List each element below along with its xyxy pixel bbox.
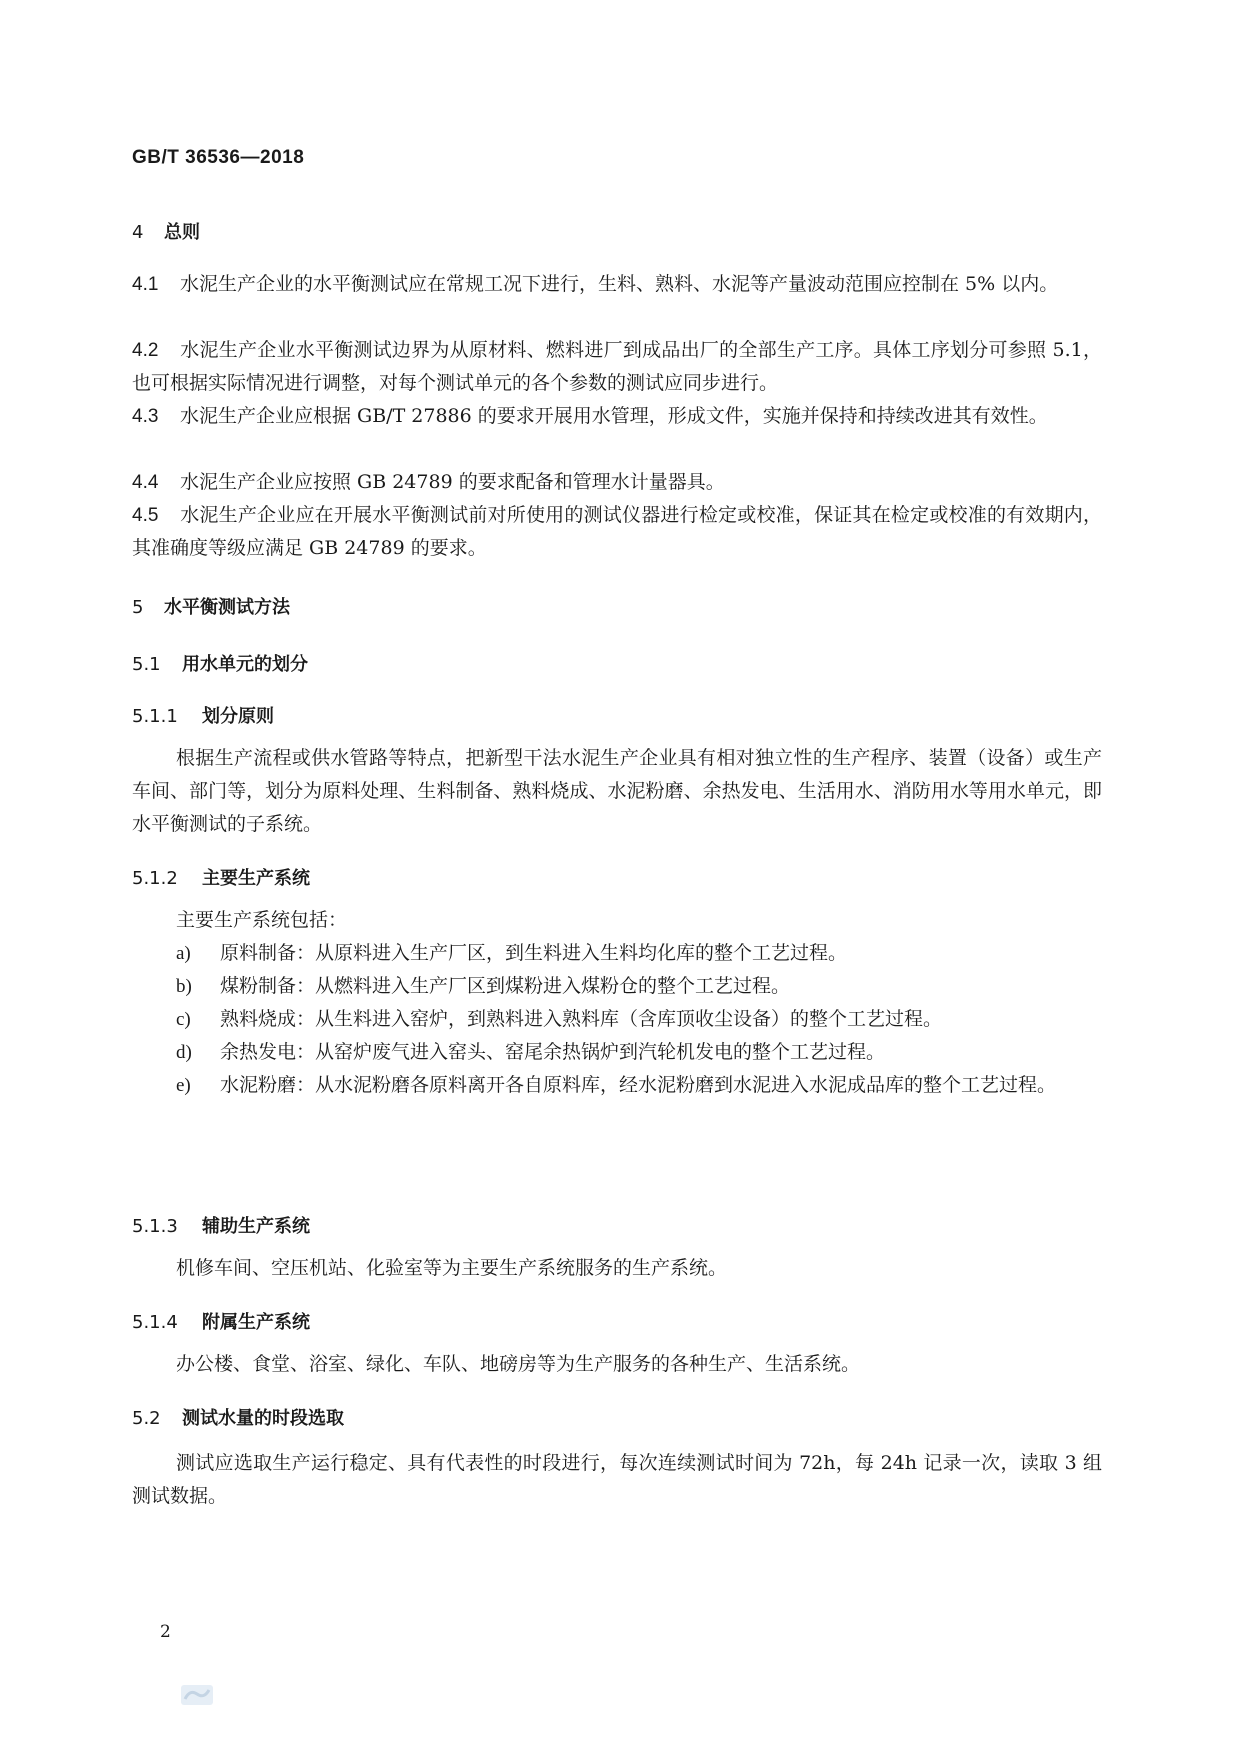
section-title: 主要生产系统 [202, 868, 310, 889]
section-5-2-body: 测试应选取生产运行稳定、具有代表性的时段进行，每次连续测试时间为 72h，每 24h 记录一次，读取 3 组测试数据。 [132, 1452, 1102, 1507]
section-5-1-2-heading [132, 864, 310, 890]
section-number: 5.1.1 [132, 706, 178, 727]
section-5-1-1-heading [132, 702, 274, 728]
clause-4-5 [132, 499, 1102, 565]
clause-text: 水泥生产企业应在开展水平衡测试前对所使用的测试仪器进行检定或校准，保证其在检定或校准的有效期内，其准确度等级应满足 GB 24789 的要求。 [132, 504, 1102, 559]
section-number: 4 [132, 222, 144, 243]
list-item [176, 1069, 1102, 1102]
section-title: 水平衡测试方法 [164, 597, 290, 618]
list-item [176, 970, 1102, 1003]
section-title: 测试水量的时段选取 [182, 1408, 344, 1429]
section-number: 5.1.4 [132, 1312, 178, 1333]
clause-number: 4.2 [132, 340, 159, 361]
section-5-1-4-body: 办公楼、食堂、浴室、绿化、车队、地磅房等为生产服务的各种生产、生活系统。 [176, 1353, 861, 1375]
clause-4-2 [132, 334, 1102, 400]
section-title: 辅助生产系统 [202, 1216, 310, 1237]
section-title: 划分原则 [202, 706, 274, 727]
list-item-text: 余热发电：从窑炉废气进入窑头、窑尾余热锅炉到汽轮机发电的整个工艺过程。 [220, 1041, 886, 1063]
section-5-2-heading [132, 1404, 344, 1430]
publisher-logo-icon [180, 1682, 214, 1708]
clause-4-1 [132, 268, 1102, 301]
section-5-heading [132, 593, 290, 619]
clause-number: 4.5 [132, 505, 159, 526]
section-5-1-4-heading [132, 1308, 310, 1334]
clause-text: 水泥生产企业应根据 GB/T 27886 的要求开展用水管理，形成文件，实施并保持和持续改进其有效性。 [180, 405, 1048, 427]
section-4-heading [132, 218, 200, 244]
standard-code: GB/T 36536—2018 [132, 147, 305, 168]
list-item-text: 水泥粉磨：从水泥粉磨各原料离开各自原料库，经水泥粉磨到水泥进入水泥成品库的整个工艺过程。 [220, 1074, 1057, 1096]
list-marker: b) [176, 976, 192, 997]
clause-4-3 [132, 400, 1102, 433]
section-5-1-3-heading [132, 1212, 310, 1238]
clause-4-4 [132, 466, 1102, 499]
page-number: 2 [160, 1622, 171, 1642]
section-number: 5 [132, 597, 144, 618]
clause-text: 水泥生产企业水平衡测试边界为从原材料、燃料进厂到成品出厂的全部生产工序。具体工序划分可参照 5.1，也可根据实际情况进行调整，对每个测试单元的各个参数的测试应同步进行。 [132, 339, 1102, 394]
section-number: 5.2 [132, 1408, 161, 1429]
clause-text: 水泥生产企业的水平衡测试应在常规工况下进行，生料、熟料、水泥等产量波动范围应控制在 5% 以内。 [180, 273, 1059, 295]
section-number: 5.1.2 [132, 868, 178, 889]
list-marker: e) [176, 1075, 191, 1096]
section-5-1-3-body: 机修车间、空压机站、化验室等为主要生产系统服务的生产系统。 [176, 1257, 728, 1279]
list-item-text: 煤粉制备：从燃料进入生产厂区到煤粉进入煤粉仓的整个工艺过程。 [220, 975, 791, 997]
section-title: 附属生产系统 [202, 1312, 310, 1333]
clause-number: 4.1 [132, 274, 159, 295]
clause-number: 4.4 [132, 472, 159, 493]
list-marker: a) [176, 943, 191, 964]
list-item [176, 1036, 1102, 1069]
section-number: 5.1.3 [132, 1216, 178, 1237]
list-marker: c) [176, 1009, 191, 1030]
list-item-text: 熟料烧成：从生料进入窑炉，到熟料进入熟料库（含库顶收尘设备）的整个工艺过程。 [220, 1008, 943, 1030]
main-systems-list [176, 937, 1102, 1102]
section-title: 用水单元的划分 [182, 654, 308, 675]
clause-number: 4.3 [132, 406, 159, 427]
list-marker: d) [176, 1042, 192, 1063]
section-5-1-heading [132, 650, 308, 676]
section-title: 总则 [164, 222, 200, 243]
section-5-1-1-body: 根据生产流程或供水管路等特点，把新型干法水泥生产企业具有相对独立性的生产程序、装置（设备）或生产车间、部门等，划分为原料处理、生料制备、熟料烧成、水泥粉磨、余热发电、生活用水、消防用水等用水单元，即水平衡测试的子系统。 [132, 747, 1102, 835]
list-item-text: 原料制备：从原料进入生产厂区，到生料进入生料均化库的整个工艺过程。 [220, 942, 848, 964]
list-item [176, 937, 1102, 970]
section-5-1-2-intro: 主要生产系统包括： [176, 909, 348, 931]
list-item [176, 1003, 1102, 1036]
section-number: 5.1 [132, 654, 161, 675]
clause-text: 水泥生产企业应按照 GB 24789 的要求配备和管理水计量器具。 [180, 471, 725, 493]
